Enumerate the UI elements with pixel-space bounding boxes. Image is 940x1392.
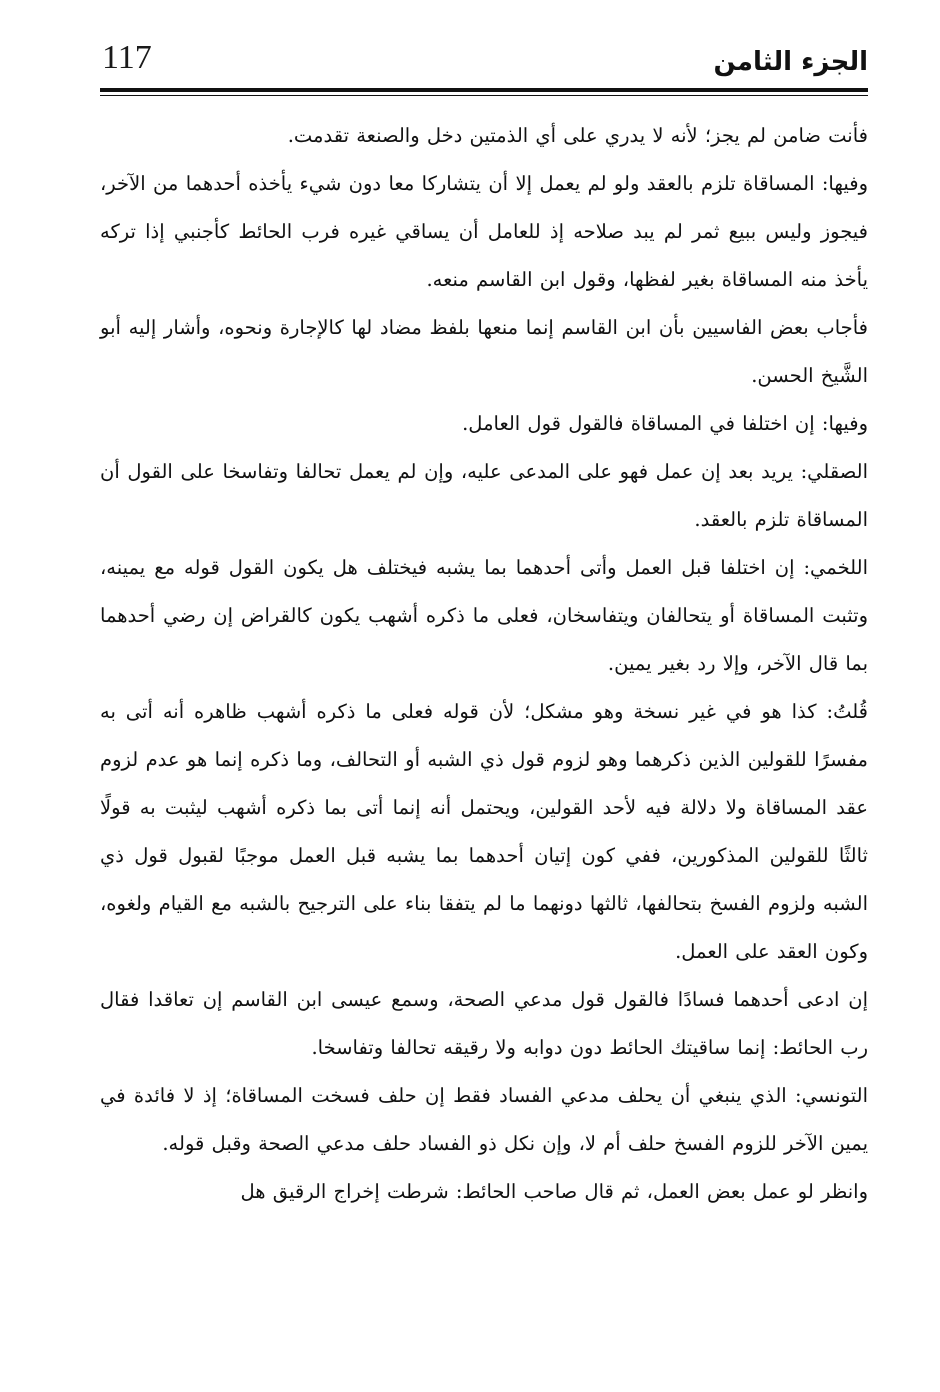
paragraph: التونسي: الذي ينبغي أن يحلف مدعي الفساد فقط إن حلف فسخت المساقاة؛ إذ لا فائدة في يمين الآخر للزوم الفسخ حلف أم لا، وإن نكل ذو الفساد حلف مدعي الصحة وقبل قوله. bbox=[100, 1084, 868, 1155]
paragraph: إن ادعى أحدهما فسادًا فالقول قول مدعي الصحة، وسمع عيسى ابن القاسم إن تعاقدا فقال رب الحائط: إنما ساقيتك الحائط دون دوابه ولا رقيقه تحالفا وتفاسخا. bbox=[100, 988, 868, 1059]
page-number: 117 bbox=[102, 39, 152, 76]
running-title: الجزء الثامن bbox=[713, 47, 868, 77]
header-rule-thick bbox=[100, 88, 868, 92]
paragraph: وفيها: المساقاة تلزم بالعقد ولو لم يعمل إلا أن يتشاركا معا دون شيء يأخذه أحدهما من الآخر، فيجوز وليس ببيع ثمر لم يبد صلاحه إذ للعامل أن يساقي غيره فرب الحائط كأجنبي إذا تركه يأخذ منه المساقاة بغير لفظها، وقول ابن القاسم منعه. bbox=[100, 172, 868, 291]
paragraph: وفيها: إن اختلفا في المساقاة فالقول قول العامل. bbox=[462, 412, 868, 435]
paragraph: وانظر لو عمل بعض العمل، ثم قال صاحب الحائط: شرطت إخراج الرقيق هل bbox=[240, 1180, 868, 1203]
body-text bbox=[100, 112, 868, 1216]
paragraph: فأنت ضامن لم يجز؛ لأنه لا يدري على أي الذمتين دخل والصنعة تقدمت. bbox=[287, 124, 868, 147]
page-header bbox=[100, 38, 868, 88]
paragraph: فأجاب بعض الفاسيين بأن ابن القاسم إنما منعها بلفظ مضاد لها كالإجارة ونحوه، وأشار إليه أبو الشَّيخ الحسن. bbox=[100, 316, 868, 387]
header-rule-thin bbox=[100, 95, 868, 96]
paragraph: الصقلي: يريد بعد إن عمل فهو على المدعى عليه، وإن لم يعمل تحالفا وتفاسخا على القول أن المساقاة تلزم بالعقد. bbox=[100, 460, 868, 531]
paragraph: قُلتُ: كذا هو في غير نسخة وهو مشكل؛ لأن قوله فعلى ما ذكره أشهب ظاهره أنه أتى به مفسرًا للقولين الذين ذكرهما وهو لزوم قول ذي الشبه أو التحالف، وما ذكره إنما هو عدم لزوم عقد المساقاة ولا دلالة فيه لأحد القولين، ويحتمل أنه إنما أتى بما ذكره أشهب ليثبت به قولًا ثالثًا للقولين المذكورين، ففي كون إتيان أحدهما بما يشبه قبل العمل موجبًا لقبول قول ذي الشبه ولزوم الفسخ بتحالفها، ثالثها دونهما ما لم يتفقا بناء على الترجيح بالشبه مع القيام ولغوه، وكون العقد على العمل. bbox=[100, 700, 868, 963]
paragraph: اللخمي: إن اختلفا قبل العمل وأتى أحدهما بما يشبه فيختلف هل يكون القول قوله مع يمينه، وتثبت المساقاة أو يتحالفان ويتفاسخان، فعلى ما ذكره أشهب يكون كالقراض إن رضي أحدهما بما قال الآخر، وإلا رد بغير يمين. bbox=[100, 556, 868, 675]
